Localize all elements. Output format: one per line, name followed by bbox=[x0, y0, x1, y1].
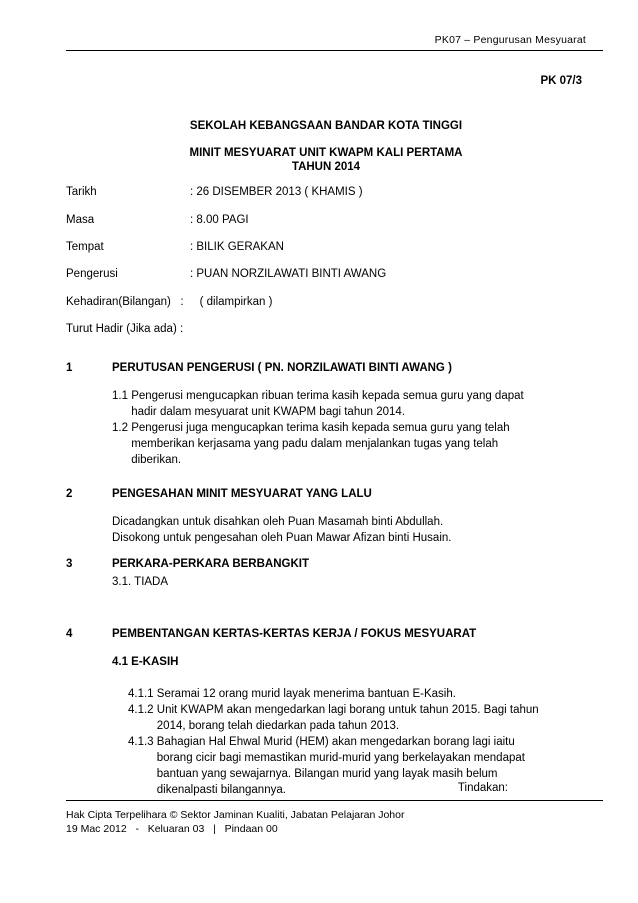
item-number: 4.1.2 bbox=[128, 704, 157, 716]
footer-release: 19 Mac 2012 - Keluaran 03 | Pindaan 00 bbox=[66, 823, 278, 835]
item-text: Unit KWAPM akan mengedarkan lagi borang untuk tahun 2015. Bagi tahun 2014, borang telah diedarkan pada tahun 2013. bbox=[156, 704, 539, 732]
school-name: SEKOLAH KEBANGSAAN BANDAR KOTA TINGGI bbox=[189, 120, 463, 132]
field-value-tempat: : BILIK GERAKAN bbox=[190, 241, 284, 253]
field-value-tarikh: : 26 DISEMBER 2013 ( KHAMIS ) bbox=[190, 186, 363, 198]
field-value-masa: : 8.00 PAGI bbox=[190, 214, 249, 226]
section-2-title: PENGESAHAN MINIT MESYUARAT YANG LALU bbox=[112, 488, 372, 500]
list-item bbox=[128, 686, 548, 702]
list-item bbox=[112, 388, 544, 420]
section-1-items bbox=[112, 388, 544, 468]
item-number: 4.1.1 bbox=[128, 688, 157, 700]
item-number: 1.1 bbox=[112, 390, 132, 402]
item-text: Bahagian Hal Ehwal Murid (HEM) akan mengedarkan borang lagi iaitu borang cicir bagi memastikan murid-murid yang berkelayakan mendapat bantuan yang sewajarnya. Bilangan murid yang layak masih belum dikenalpasti bilangannya. bbox=[156, 736, 525, 796]
tindakan-label: Tindakan: bbox=[457, 782, 508, 794]
section-3-title: PERKARA-PERKARA BERBANGKIT bbox=[112, 558, 309, 570]
minutes-title: MINIT MESYUARAT UNIT KWAPM KALI PERTAMA bbox=[189, 147, 463, 159]
item-number: 1.2 bbox=[112, 422, 132, 434]
footer-copyright: Hak Cipta Terpelihara © Sektor Jaminan Kualiti, Jabatan Pelajaran Johor bbox=[66, 809, 405, 821]
field-label-tarikh: Tarikh bbox=[66, 186, 97, 198]
section-4-subtitle: 4.1 E-KASIH bbox=[112, 656, 179, 668]
list-item bbox=[128, 702, 548, 734]
kehadiran-line: Kehadiran(Bilangan) : ( dilampirkan ) bbox=[66, 296, 273, 308]
minutes-year: TAHUN 2014 bbox=[291, 161, 361, 173]
form-reference: PK07 – Pengurusan Mesyuarat bbox=[434, 34, 586, 46]
item-text: Seramai 12 orang murid layak menerima bantuan E-Kasih. bbox=[156, 688, 456, 700]
field-value-pengerusi: : PUAN NORZILAWATI BINTI AWANG bbox=[190, 268, 387, 280]
field-label-masa: Masa bbox=[66, 214, 95, 226]
field-label-pengerusi: Pengerusi bbox=[66, 268, 118, 280]
field-label-tempat: Tempat bbox=[66, 241, 104, 253]
section-1-number: 1 bbox=[66, 362, 73, 374]
section-1-title: PERUTUSAN PENGERUSI ( PN. NORZILAWATI BINTI AWANG ) bbox=[112, 362, 452, 374]
turut-hadir-line: Turut Hadir (Jika ada) : bbox=[66, 323, 184, 335]
list-item bbox=[112, 420, 544, 468]
footer-divider bbox=[66, 800, 603, 801]
item-text: Pengerusi mengucapkan ribuan terima kasih kepada semua guru yang dapat hadir dalam mesyuarat unit KWAPM bagi tahun 2014. bbox=[131, 390, 524, 418]
document-code: PK 07/3 bbox=[540, 75, 582, 87]
item-text: Pengerusi juga mengucapkan terima kasih kepada semua guru yang telah memberikan kerjasama yang padu dalam menjalankan tugas yang telah diberikan. bbox=[131, 422, 510, 466]
header-divider bbox=[66, 50, 603, 51]
section-2-seconder: Disokong untuk pengesahan oleh Puan Mawar Afizan binti Husain. bbox=[112, 532, 452, 544]
section-3-number: 3 bbox=[66, 558, 73, 570]
section-4-title: PEMBENTANGAN KERTAS-KERTAS KERJA / FOKUS MESYUARAT bbox=[112, 628, 477, 640]
section-2-proposer: Dicadangkan untuk disahkan oleh Puan Masamah binti Abdullah. bbox=[112, 516, 444, 528]
item-number: 4.1.3 bbox=[128, 736, 157, 748]
section-4-number: 4 bbox=[66, 628, 73, 640]
section-2-number: 2 bbox=[66, 488, 73, 500]
section-3-item: 3.1. TIADA bbox=[112, 576, 169, 588]
